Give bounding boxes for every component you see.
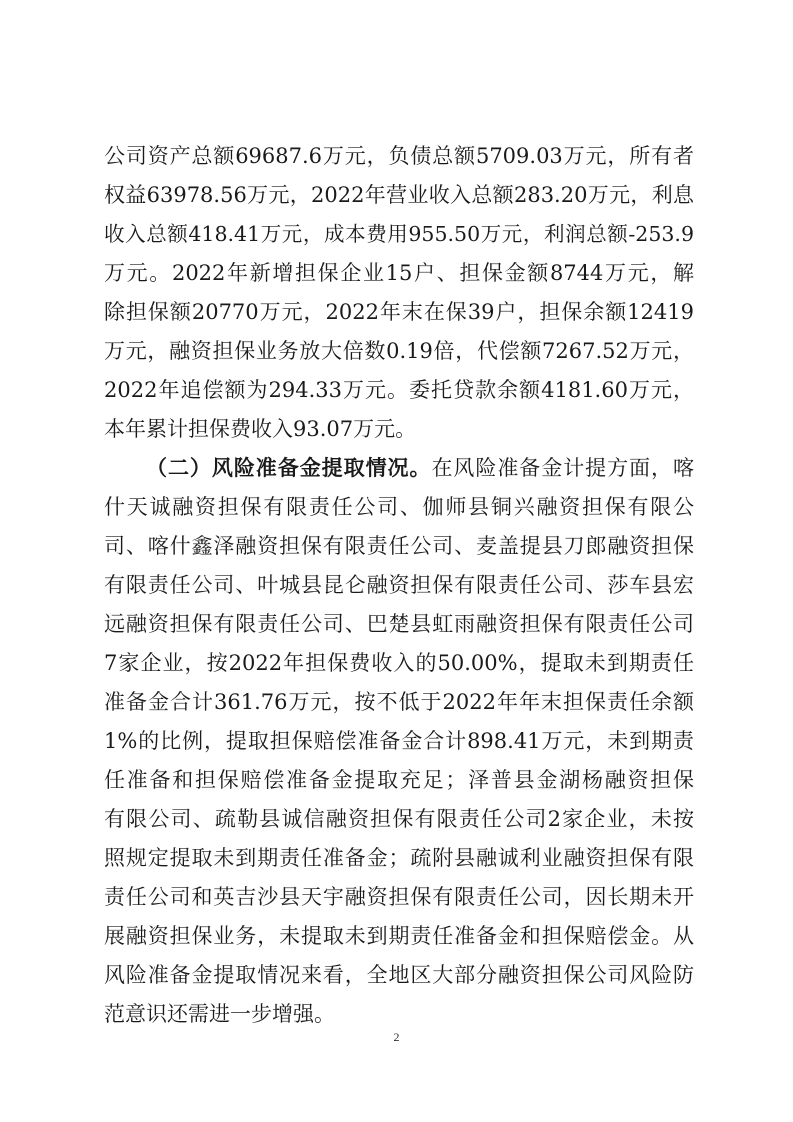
paragraph-2-line-2: 什天诚融资担保有限责任公司、伽师县铜兴融资担保有限公: [104, 495, 694, 519]
paragraph-2-line-12: 责任公司和英吉沙县天宇融资担保有限责任公司，因长期未开: [104, 885, 694, 909]
paragraph-2-line-10: 有限公司、疏勒县诚信融资担保有限责任公司2家企业，未按: [104, 807, 694, 831]
section-heading: （二）风险准备金提取情况。: [146, 455, 432, 480]
paragraph-2-line-5: 远融资担保有限责任公司、巴楚县虹雨融资担保有限责任公司: [104, 612, 694, 636]
page-number: 2: [393, 1030, 400, 1044]
paragraph-2-line-3: 司、喀什鑫泽融资担保有限责任公司、麦盖提县刀郎融资担保: [104, 534, 694, 558]
paragraph-1-line-8: 本年累计担保费收入93.07万元。: [104, 417, 417, 441]
paragraph-1-line-4: 万元。2022年新增担保企业15户、担保金额8744万元，解: [104, 261, 694, 285]
paragraph-2-line-1-text: 在风险准备金计提方面，喀: [431, 456, 695, 480]
paragraph-2-line-14: 风险准备金提取情况来看，全地区大部分融资担保公司风险防: [104, 963, 694, 987]
paragraph-2-line-8: 1%的比例，提取担保赔偿准备金合计898.41万元，未到期责: [104, 729, 694, 753]
paragraph-2-line-1: [146, 453, 694, 483]
paragraph-1-line-2: 权益63978.56万元，2022年营业收入总额283.20万元，利息: [104, 183, 694, 207]
paragraph-2-line-9: 任准备和担保赔偿准备金提取充足；泽普县金湖杨融资担保: [104, 768, 694, 792]
paragraph-1-line-5: 除担保额20770万元，2022年末在保39户，担保余额12419: [104, 300, 694, 324]
paragraph-2-line-6: 7家企业，按2022年担保费收入的50.00%，提取未到期责任: [104, 651, 694, 675]
paragraph-1-line-3: 收入总额418.41万元，成本费用955.50万元，利润总额-253.9: [104, 222, 694, 246]
paragraph-2-line-11: 照规定提取未到期责任准备金；疏附县融诚利业融资担保有限: [104, 846, 694, 870]
paragraph-1-line-6: 万元，融资担保业务放大倍数0.19倍，代偿额7267.52万元，: [104, 339, 694, 363]
paragraph-1-line-7: 2022年追偿额为294.33万元。委托贷款余额4181.60万元，: [104, 378, 694, 402]
paragraph-2-line-7: 准备金合计361.76万元，按不低于2022年年末担保责任余额: [104, 690, 694, 714]
paragraph-2-line-13: 展融资担保业务，未提取未到期责任准备金和担保赔偿金。从: [104, 924, 694, 948]
paragraph-2-line-15: 范意识还需进一步增强。: [104, 1002, 335, 1026]
paragraph-2-line-4: 有限责任公司、叶城县昆仑融资担保有限责任公司、莎车县宏: [104, 573, 694, 597]
paragraph-1-line-1: 公司资产总额69687.6万元，负债总额5709.03万元，所有者: [104, 144, 694, 168]
